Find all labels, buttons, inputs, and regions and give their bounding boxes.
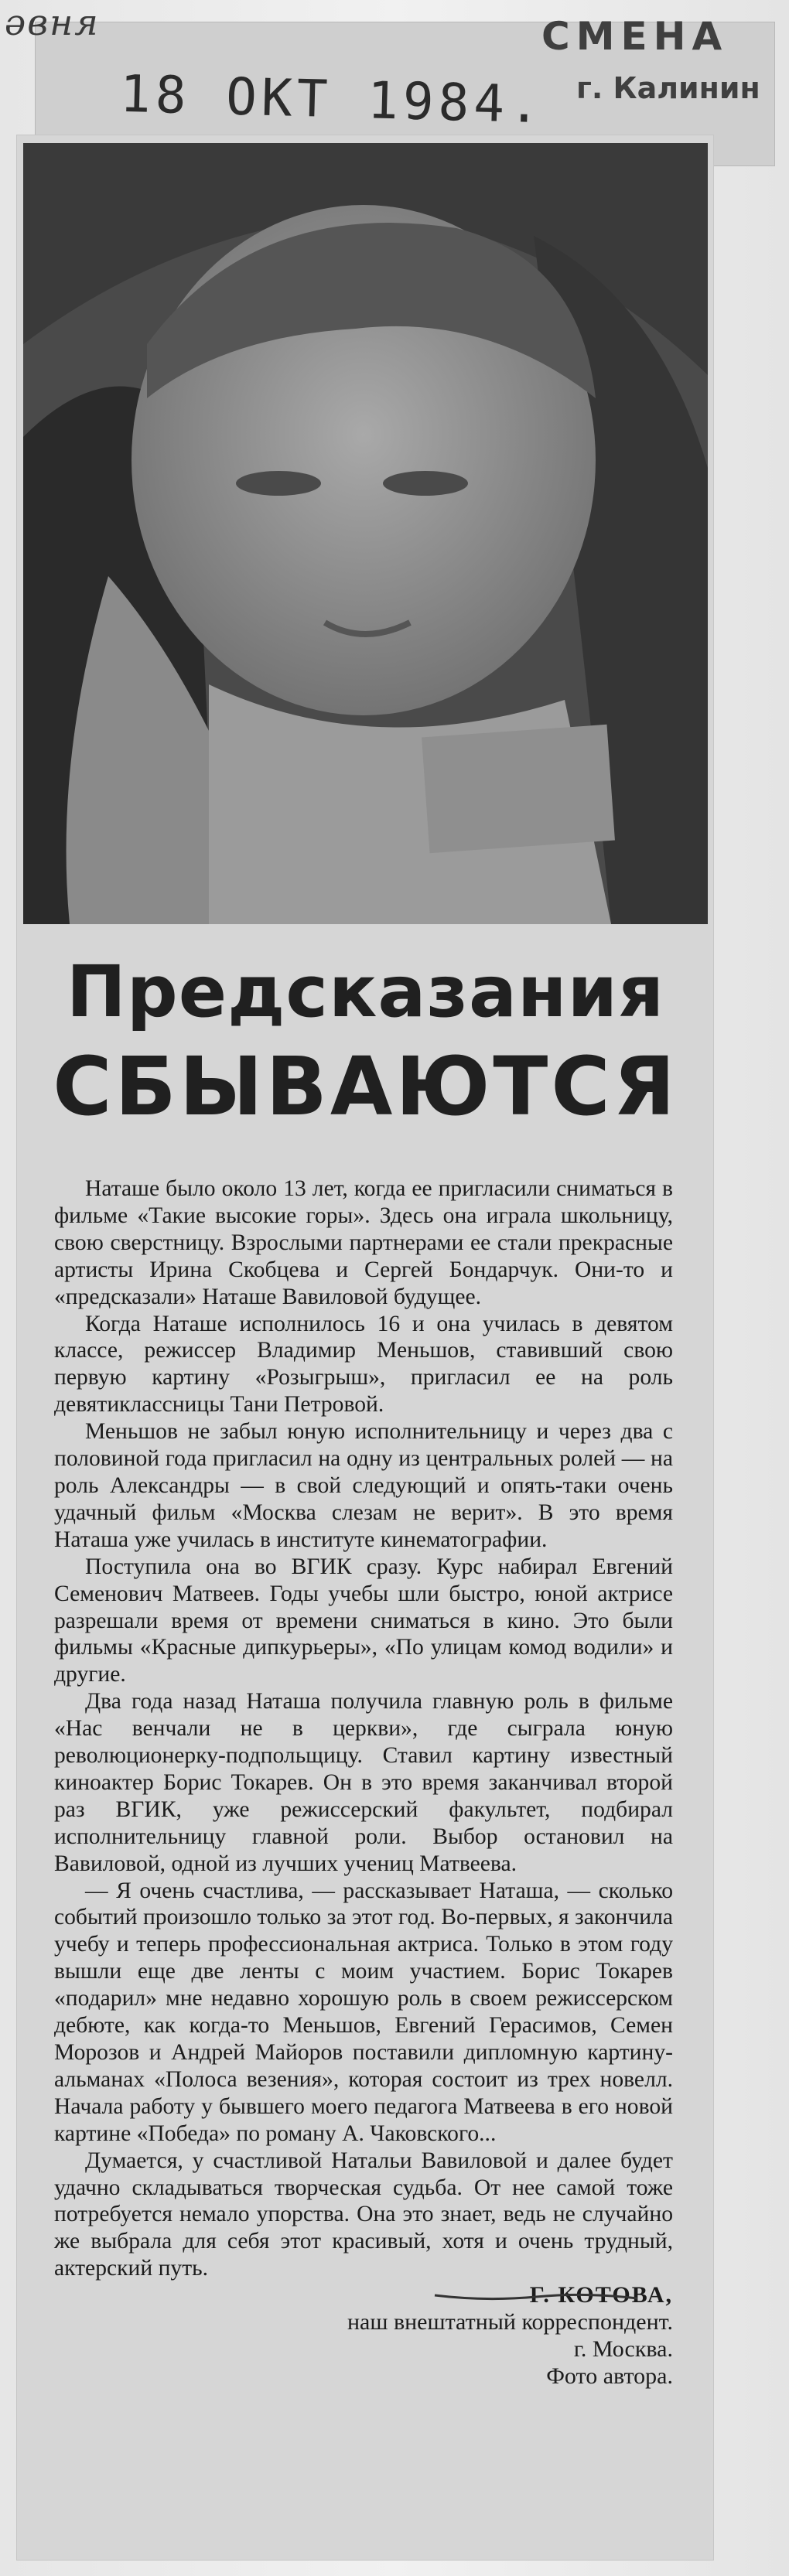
article-paragraph: Наташе было около 13 лет, когда ее пригласили сниматься в фильме «Такие высокие горы». Здесь она играла школьницу, свою сверстницу. Взрослыми партнерами ее стали прекрасные артисты Ирина Скобцева и Сергей Бондарчук. Они-то и «предсказали» Наташе Вавиловой будущее. (54, 1176, 673, 1309)
handwritten-corner-note: әвня (5, 2, 100, 43)
photo-credit: Фото автора. (546, 2363, 673, 2389)
author-role: наш внештатный корреспондент. (347, 2309, 673, 2335)
article-paragraph: Меньшов не забыл юную исполнительницу и через два с половиной года пригласил на одну из центральных ролей — на роль Александры — в свой следующий и опять-таки очень удачный фильм «Москва слезам не верит». В это время Наташа уже училась в институте кинематографии. (54, 1419, 673, 1552)
author-name: Г. КОТОВА, (529, 2282, 673, 2308)
headline-line-2: СБЫВАЮТСЯ (53, 1039, 678, 1134)
newspaper-city: г. Калинин (576, 71, 760, 105)
article-body (54, 1175, 673, 2390)
newspaper-name: СМЕНА (541, 14, 729, 59)
article-paragraph: Два года назад Наташа получила главную роль в фильме «Нас венчали не в церкви», где сыграла юную революционерку-подпольщицу. Ставил картину известный киноактер Борис Токарев. Он в это время заканчивал второй раз ВГИК, уже режиссерский факультет, подбирал исполнительницу главной роли. Выбор остановил на Вавиловой, одной из лучших учениц Матвеева. (54, 1689, 673, 1876)
author-place: г. Москва. (573, 2335, 673, 2362)
article-paragraph: — Я очень счастлива, — рассказывает Наташа, — сколько событий произошло только за этот год. Во-первых, я закончила учебу и теперь профессиональная актриса. Только в этом году вышли еще две ленты с моим участием. Борис Токарев «подарил» мне недавно хорошую роль в своем режиссерском дебюте, как когда-то Меньшов, Евгений Герасимов, Семен Морозов и Андрей Майоров поставили дипломную картину-альманах «Полоса везения», которая состоит из трех новелл. Начала работу у бывшего моего педагога Матвеева в его новой картине «Победа» по роману А. Чаковского... (54, 1878, 673, 2146)
article-photo (23, 143, 708, 924)
article-paragraph: Поступила она во ВГИК сразу. Курс набирал Евгений Семенович Матвеев. Годы учебы шли быстро, юной актрисе разрешали время от времени сниматься в кино. Это были фильмы «Красные дипкурьеры», «По улицам комод водили» и другие. (54, 1554, 673, 1687)
date-stamp: 18 ОКТ 1984. (119, 63, 545, 135)
article-paragraph: Когда Наташе исполнилось 16 и она училась в девятом классе, режиссер Владимир Меньшов, ставивший свою первую картину «Розыгрыш», пригласил ее на роль девятиклассницы Тани Петровой. (54, 1311, 673, 1418)
article-paragraph: Думается, у счастливой Натальи Вавиловой и далее будет удачно складываться творческая судьба. От нее самой тоже потребуется немало упорства. Она это знает, ведь не случайно же выбрала для себя этот красивый, хотя и очень трудный, актерский путь. (54, 2148, 673, 2281)
article-headline (23, 947, 708, 1137)
pen-underline-mark (432, 2288, 640, 2306)
headline-line-1: Предсказания (66, 950, 665, 1033)
